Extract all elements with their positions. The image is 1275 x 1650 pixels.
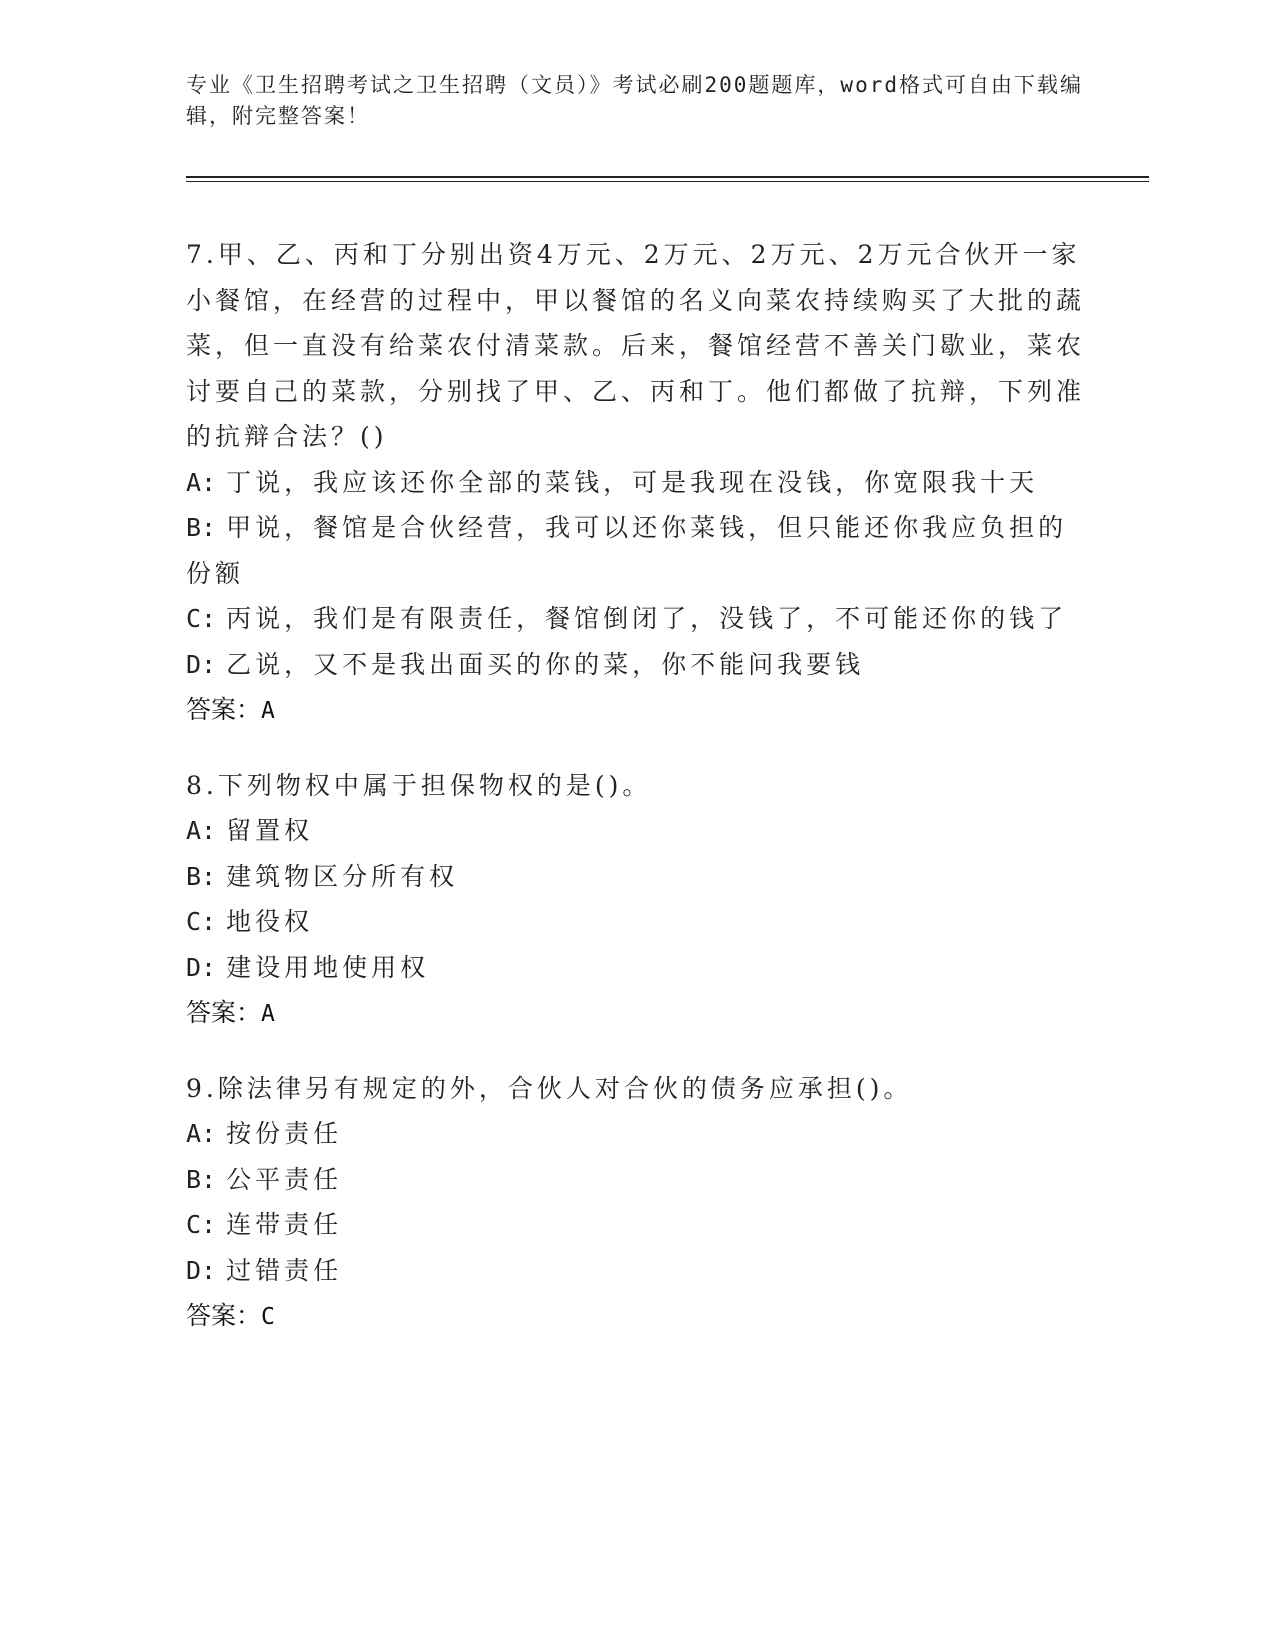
option-text: 地役权 — [226, 907, 314, 936]
option-b — [186, 505, 1086, 596]
option-text: 留置权 — [226, 816, 314, 845]
option-c — [186, 1202, 1086, 1248]
option-letter: A: — [186, 467, 217, 497]
header-title: 专业《卫生招聘考试之卫生招聘（文员）》考试必刷200题题库，word格式可自由下载编辑，附完整答案！ — [186, 73, 1083, 128]
option-text: 过错责任 — [226, 1255, 343, 1285]
option-text: 公平责任 — [226, 1164, 343, 1194]
answer-label: 答案： — [186, 998, 262, 1027]
question-stem: 9.除法律另有规定的外，合伙人对合伙的债务应承担()。 — [186, 1073, 913, 1103]
option-letter: B: — [186, 1164, 217, 1194]
option-c — [186, 899, 1086, 945]
option-letter: D: — [186, 1255, 217, 1285]
option-letter: B: — [186, 861, 217, 891]
document-header — [186, 70, 1086, 132]
question-stem: 7.甲、乙、丙和丁分别出资4万元、2万元、2万元、2万元合伙开一家小餐馆，在经营的过程中，甲以餐馆的名义向菜农持续购买了大批的蔬菜，但一直没有给菜农付清菜款。后来，餐馆经营不善关门歇业，菜农讨要自己的菜款，分别找了甲、乙、丙和丁。他们都做了抗辩，下列准的抗辩合法？() — [186, 240, 1086, 451]
option-text: 丁说，我应该还你全部的菜钱，可是我现在没钱，你宽限我十天 — [226, 467, 1039, 497]
option-d — [186, 945, 1086, 991]
option-a — [186, 808, 1086, 854]
header-divider-thin — [186, 181, 1149, 182]
option-text: 甲说，餐馆是合伙经营，我可以还你菜钱，但只能还你我应负担的份额 — [186, 513, 1068, 588]
answer-value: A — [261, 1001, 275, 1027]
option-text: 按份责任 — [226, 1119, 343, 1148]
option-c — [186, 596, 1086, 642]
answer-line — [186, 1293, 1086, 1341]
question-9 — [186, 1066, 1086, 1341]
option-b — [186, 1157, 1086, 1203]
option-letter: D: — [186, 649, 217, 679]
answer-line — [186, 687, 1086, 735]
option-letter: B: — [186, 513, 217, 542]
option-a — [186, 1111, 1086, 1157]
question-7 — [186, 232, 1086, 735]
answer-value: A — [261, 698, 275, 724]
option-letter: C: — [186, 604, 217, 633]
option-text: 连带责任 — [226, 1210, 343, 1239]
option-letter: A: — [186, 1119, 217, 1148]
answer-label: 答案： — [186, 1301, 262, 1330]
option-letter: A: — [186, 816, 217, 845]
option-d — [186, 642, 1086, 688]
answer-label: 答案： — [186, 695, 262, 724]
question-stem: 8.下列物权中属于担保物权的是()。 — [186, 770, 652, 800]
question-8 — [186, 763, 1086, 1038]
question-list — [186, 232, 1086, 1369]
option-letter: C: — [186, 907, 217, 936]
answer-value: C — [261, 1304, 275, 1330]
option-text: 建设用地使用权 — [226, 952, 430, 982]
header-divider-thick — [186, 176, 1149, 178]
option-text: 丙说，我们是有限责任，餐馆倒闭了，没钱了，不可能还你的钱了 — [226, 604, 1068, 633]
option-letter: C: — [186, 1210, 217, 1239]
option-text: 建筑物区分所有权 — [226, 861, 459, 891]
option-d — [186, 1248, 1086, 1294]
option-a — [186, 460, 1086, 506]
option-text: 乙说，又不是我出面买的你的菜，你不能问我要钱 — [226, 649, 865, 679]
option-letter: D: — [186, 952, 217, 982]
answer-line — [186, 990, 1086, 1038]
option-b — [186, 854, 1086, 900]
